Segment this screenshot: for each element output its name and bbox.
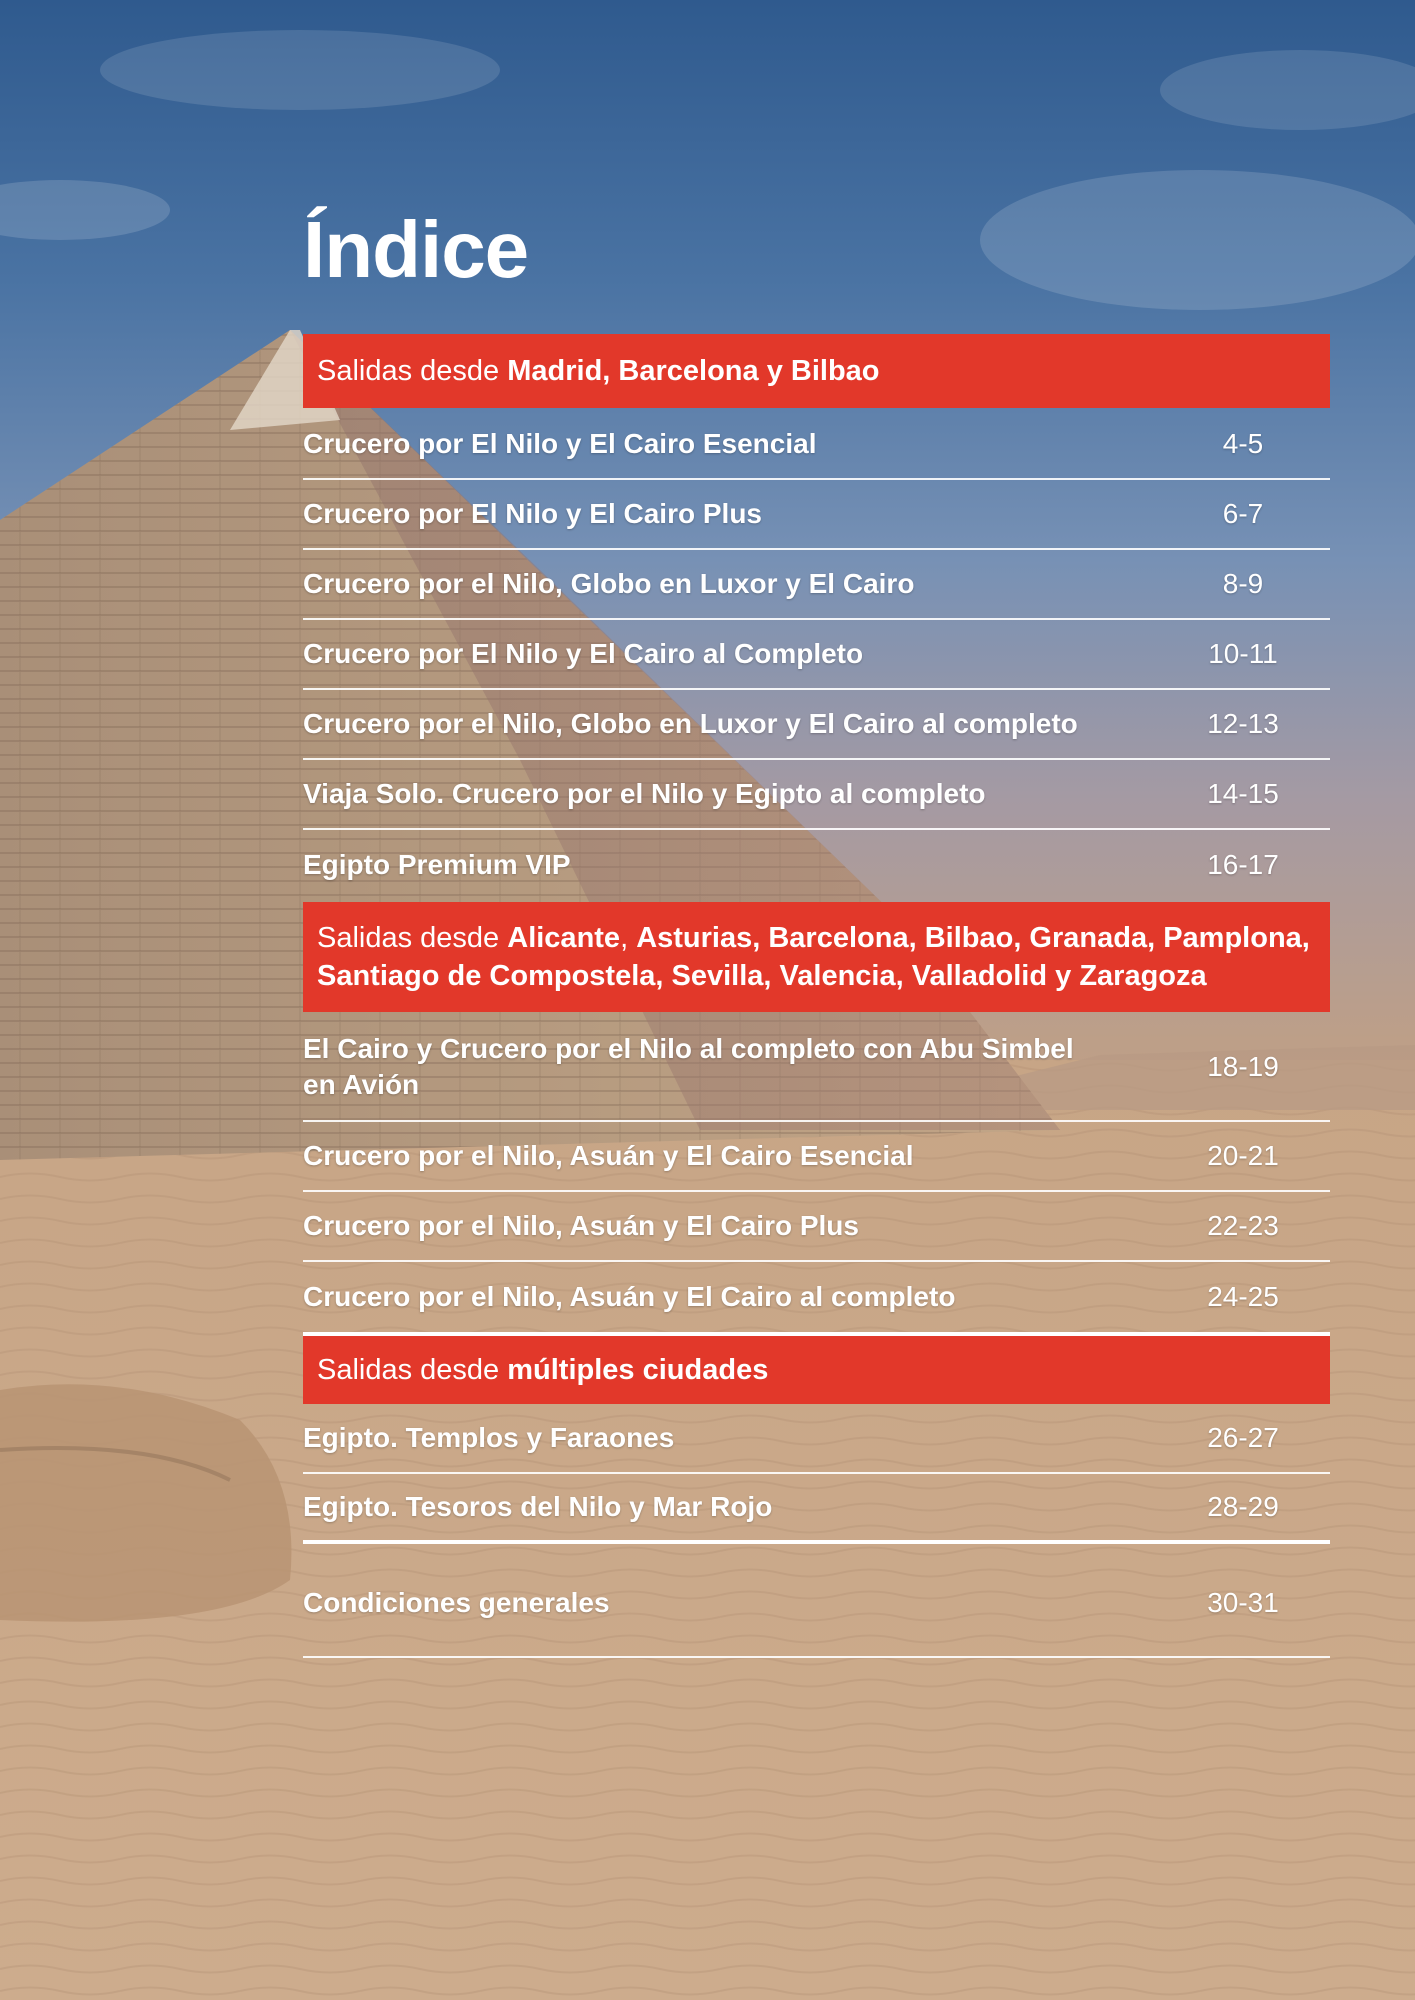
toc-item-title: Viaja Solo. Crucero por el Nilo y Egipto al completo [303, 778, 986, 809]
toc-row[interactable] [303, 410, 1330, 480]
toc-item-pages: 8-9 [1222, 568, 1264, 599]
toc-item-title: Crucero por El Nilo y El Cairo Esencial [303, 428, 817, 459]
toc-item-pages: 30-31 [1207, 1587, 1279, 1618]
toc-item-pages: 12-13 [1207, 708, 1279, 739]
toc-item-title: Egipto. Templos y Faraones [303, 1422, 675, 1453]
toc-row-conditions[interactable] [303, 1550, 1330, 1658]
toc-item-title: Condiciones generales [303, 1587, 610, 1618]
toc-row[interactable] [303, 1192, 1330, 1262]
toc-item-pages: 20-21 [1207, 1140, 1279, 1171]
toc-row[interactable] [303, 480, 1330, 550]
page-title: Índice [303, 205, 529, 294]
toc-row[interactable] [303, 1404, 1330, 1474]
toc-item-pages: 10-11 [1208, 638, 1278, 669]
toc-item-pages: 22-23 [1207, 1210, 1279, 1241]
toc-row[interactable] [303, 830, 1330, 900]
toc-item-title: Crucero por El Nilo y El Cairo Plus [303, 498, 762, 529]
section-header-cities: Madrid, Barcelona y Bilbao [507, 355, 880, 387]
toc-row[interactable] [303, 690, 1330, 760]
section-header-prefix: Salidas desde [317, 922, 508, 954]
toc-item-title: El Cairo y Crucero por el Nilo al completo con Abu Simbel en Avión [303, 1033, 1074, 1100]
section-header-text [317, 352, 880, 390]
toc-item-title: Crucero por El Nilo y El Cairo al Completo [303, 638, 864, 669]
section-header-separator: , [620, 922, 637, 954]
toc-item-title: Crucero por el Nilo, Asuán y El Cairo Plus [303, 1210, 859, 1241]
section-header-multiple-departures [303, 902, 1330, 1012]
section-header-prefix: Salidas desde [317, 355, 508, 387]
section-header-text [317, 1351, 768, 1389]
section-header-cities: Asturias, Barcelona, Bilbao, Granada, Pamplona, Santiago de Compostela, Sevilla, Valencia, Valladolid y Zaragoza [317, 922, 1310, 992]
toc-item-pages: 14-15 [1207, 778, 1279, 809]
toc-item-title: Crucero por el Nilo, Globo en Luxor y El Cairo al completo [303, 708, 1078, 739]
toc-item-title: Crucero por el Nilo, Asuán y El Cairo Esencial [303, 1140, 914, 1171]
toc-item-title: Crucero por el Nilo, Globo en Luxor y El Cairo [303, 568, 915, 599]
section-header-multiple-cities [303, 1332, 1330, 1404]
section-header-prefix: Salidas desde [317, 1354, 508, 1386]
toc-row[interactable] [303, 760, 1330, 830]
toc-row[interactable] [303, 620, 1330, 690]
toc-row[interactable] [303, 1262, 1330, 1332]
toc-item-pages: 24-25 [1207, 1281, 1279, 1312]
section-header-cities: múltiples ciudades [507, 1354, 769, 1386]
toc-row[interactable] [303, 1122, 1330, 1192]
toc-item-pages: 26-27 [1207, 1422, 1279, 1453]
toc-item-title: Crucero por el Nilo, Asuán y El Cairo al completo [303, 1281, 956, 1312]
section-header-text [317, 919, 1316, 995]
toc-item-pages: 4-5 [1222, 428, 1264, 459]
toc-item-pages: 6-7 [1222, 498, 1264, 529]
toc-row[interactable] [303, 550, 1330, 620]
toc-item-title: Egipto. Tesoros del Nilo y Mar Rojo [303, 1491, 773, 1522]
section-header-madrid-barcelona-bilbao [303, 334, 1330, 408]
toc-row[interactable] [303, 1474, 1330, 1544]
toc-item-pages: 18-19 [1207, 1051, 1279, 1082]
toc-row[interactable] [303, 1014, 1330, 1122]
toc-item-pages: 28-29 [1207, 1491, 1279, 1522]
toc-item-pages: 16-17 [1207, 849, 1279, 880]
toc-item-title: Egipto Premium VIP [303, 849, 571, 880]
section-header-city-first: Alicante [507, 922, 621, 954]
